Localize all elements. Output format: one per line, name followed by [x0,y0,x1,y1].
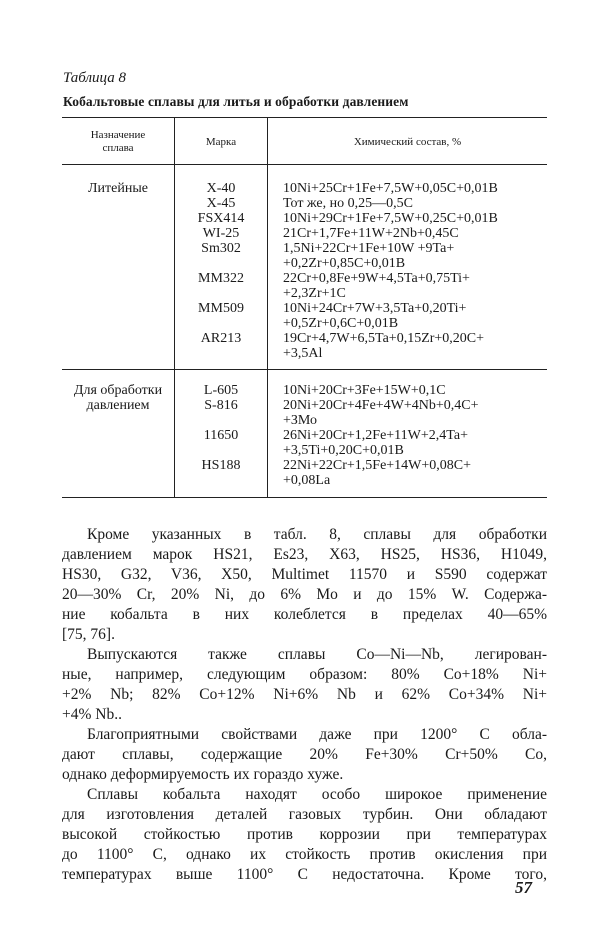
header-mark: Марка [205,136,237,148]
paragraph: Благоприятными свойствами даже при 1200° С обла- дают сплавы, содержащие 20% Fe+30% Cr+50% Co, однако деформируемость их гораздо хуже. [62,726,547,783]
mark-cell: FSX414 [197,211,245,226]
composition-cell: +0,2Zr+0,85C+0,01B [283,256,406,271]
purpose-cell: Для обработки [73,383,163,398]
page-number: 57 [515,878,532,897]
composition-cell: +3,5Al [283,346,323,361]
composition-cell: 1,5Ni+22Cr+1Fe+10W +9Ta+ [283,241,455,256]
composition-cell: 26Ni+20Cr+1,2Fe+11W+2,4Ta+ [283,428,468,443]
composition-cell: +0,5Zr+0,6C+0,01B [283,316,399,331]
purpose-cell: Литейные [88,181,148,196]
composition-cell: 21Cr+1,7Fe+11W+2Nb+0,45C [283,226,459,241]
composition-cell: +ЗМо [283,413,318,428]
composition-cell: 19Cr+4,7W+6,5Ta+0,15Zr+0,20C+ [283,331,485,346]
mark-cell: X-40 [206,181,236,196]
table-top-rule [62,117,547,118]
paragraph: Сплавы кобальта находят особо широкое применение для изготовления деталей газовых турбин. Они обладают высокой стойкостью против коррозии при температурах до 1100° С, однако их стойкость против окисления при температурах выше 1100° С недостаточна. Кроме того, [62,786,547,883]
mark-cell: X-45 [206,196,236,211]
table-bottom-rule [62,497,547,498]
composition-cell: 20Ni+20Cr+4Fe+4W+4Nb+0,4C+ [283,398,479,413]
composition-cell: +2,3Zr+1C [283,286,346,301]
mark-cell: S-816 [204,398,238,413]
composition-cell: 10Ni+29Cr+1Fe+7,5W+0,25C+0,01B [283,211,498,226]
mark-cell: WI-25 [202,226,240,241]
mark-cell: AR213 [200,331,242,346]
paragraph: Выпускаются также сплавы Co—Ni—Nb, легирован- ные, например, следующим образом: 80% Co+18% Ni+ +2% Nb; 82% Co+12% Ni+6% Nb и 62% Co+34% Ni+ +4% Nb.. [62,646,547,723]
table-header-rule [62,164,547,165]
mark-cell: L-605 [203,383,239,398]
mark-cell: Sm302 [201,241,241,256]
mark-cell: 11650 [203,428,239,443]
composition-cell: 10Ni+24Cr+7W+3,5Ta+0,20Ti+ [283,301,467,316]
table-title: Кобальтовые сплавы для литья и обработки давлением [63,94,409,109]
composition-cell: 10Ni+20Cr+3Fe+15W+0,1C [283,383,446,398]
mark-cell: MM322 [198,271,244,286]
composition-cell: 22Ni+22Cr+1,5Fe+14W+0,08C+ [283,458,472,473]
composition-cell: 10Ni+25Cr+1Fe+7,5W+0,05C+0,01B [283,181,498,196]
header-purpose: Назначение сплава [90,129,146,154]
table-column-divider [267,118,268,497]
purpose-cell: давлением [86,398,150,413]
header-composition: Химический состав, % [353,136,462,148]
mark-cell: HS188 [201,458,241,473]
paragraph: Кроме указанных в табл. 8, сплавы для обработки давлением марок HS21, Es23, X63, HS25, HS36, H1049, HS30, G32, V36, X50, Multimet 11570 и S590 содержат 20—30% Cr, 20% Ni, до 6% Mo и до 15% W. Содержа- ние кобальта в них колеблется в пределах 40—65% [75, 76]. [62,526,547,643]
mark-cell: MM509 [198,301,244,316]
table-caption: Таблица 8 [63,70,126,86]
composition-cell: Тот же, но 0,25—0,5С [283,196,413,211]
composition-cell: +3,5Ti+0,20C+0,01B [283,443,404,458]
table-group-rule [62,369,547,370]
composition-cell: 22Cr+0,8Fe+9W+4,5Ta+0,75Ti+ [283,271,470,286]
composition-cell: +0,08La [283,473,331,488]
